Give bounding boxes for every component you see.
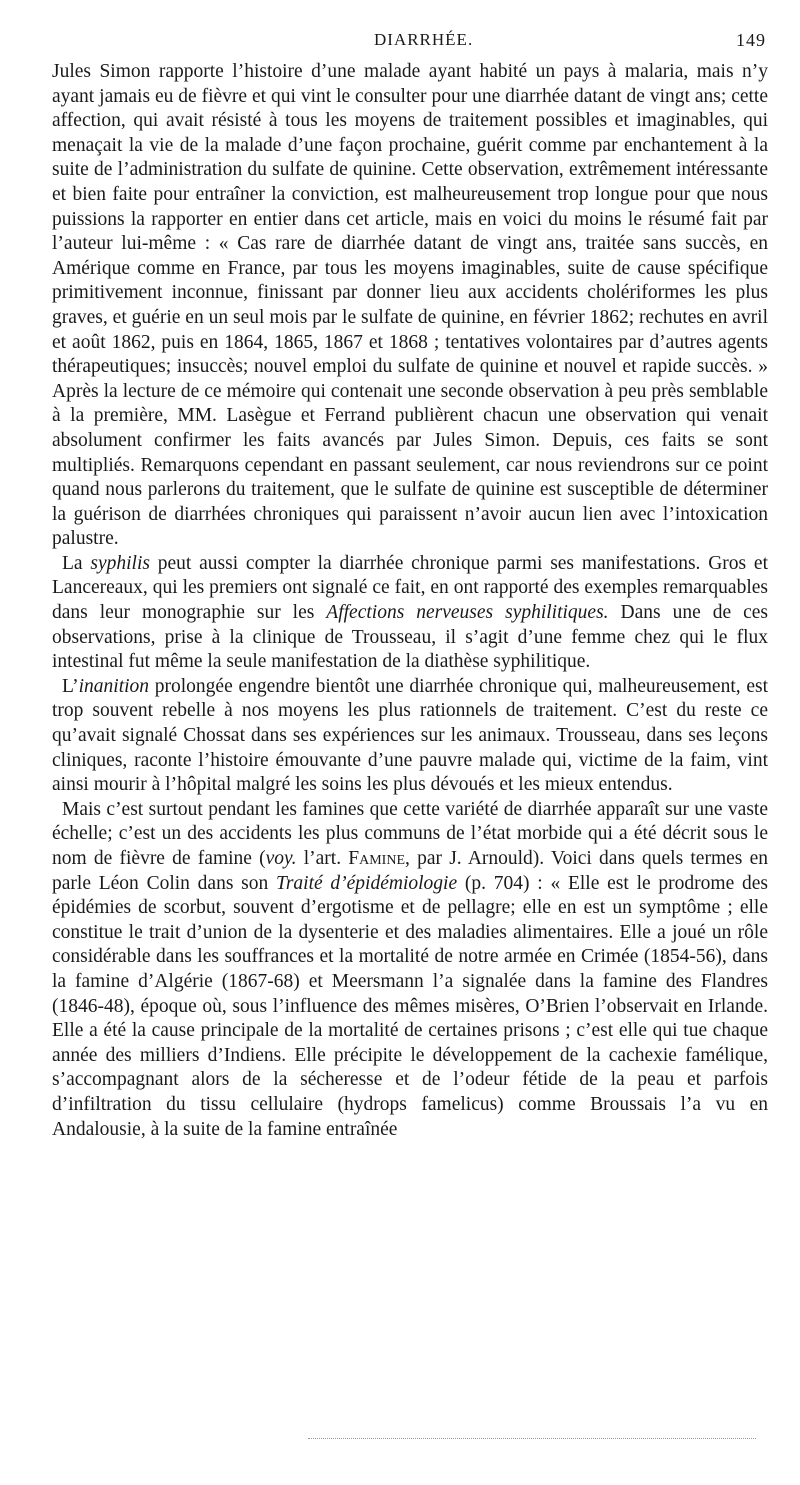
body-text [52,60,768,1142]
paragraph-syphilis [52,552,768,675]
page [52,0,768,1485]
italic-work-title: Traité d’épidémiologie [276,872,458,894]
text-segment: (p. 704) : « Elle est le prodrome des épidémies de scorbut, souvent d’ergotisme et de pellagre; elle en est un symptôme ; elle constitue le trait d’union de la dysenterie et des maladies alimentaires. Elle a joué un rôle considérable dans les souffrances et la mortalité de notre armée en Crimée (1854-56), dans la famine d’Algérie (1867-68) et Meersmann l’a signalée dans la famine des Flandres (1846-48), époque où, sous l’influence des mêmes misères, O’Brien l’observait en Irlande. Elle a été la cause principale de la mortalité de certaines prisons ; c’est elle qui tue chaque année des milliers d’Indiens. Elle précipite le développement de la cachexie famélique, s’accompagnant alors de la sécheresse et de l’odeur fétide de la peau et parfois d’infiltration du tissu cellulaire (hydrops famelicus) comme Broussais l’a vu en Andalousie, à la suite de la famine entraînée [52,872,768,1140]
italic-work-title: Affections nerveuses syphilitiques. [326,602,609,624]
running-title: DIARRHÉE. [374,30,474,49]
text-segment: Jules Simon rapporte l’histoire d’une malade ayant habité un pays à malaria, mais n’y ayant jamais eu de fièvre et qui vint le consulter pour une diarrhée datant de vingt ans; cette affection, qui avait résisté à tous les moyens de traitement possibles et imaginables, qui menaçait la vie de la malade d’une façon prochaine, guérit comme par enchantement à la suite de l’administration du sulfate de quinine. Cette observation, extrêmement intéressante et bien faite pour entraîner la conviction, est malheureusement trop longue pour que nous puissions la rapporter en entier dans cet article, mais en voici du moins le résumé fait par l’auteur lui-même : « Cas rare de diarrhée datant de vingt ans, traitée sans succès, en Amérique comme en France, par tous les moyens imaginables, suite de cause spécifique primitivement inconnue, finissant par donner lieu aux accidents cholériformes les plus graves, et guérie en un seul mois par le sulfate de quinine, en février 1862; rechutes en avril et août 1862, puis en 1864, 1865, 1867 et 1868 ; tentatives volontaires par d’autres agents thérapeutiques; insuccès; nouvel emploi du sulfate de quinine et nouvel et rapide succès. » Après la lecture de ce mémoire qui contenait une seconde observation à peu près semblable à la première, MM. Lasègue et Ferrand publièrent chacun une observation qui venait absolument confirmer les faits avancés par Jules Simon. Depuis, ces faits se sont multipliés. Remarquons cependant en passant seulement, car nous reviendrons sur ce point quand nous parlerons du traitement, que le sulfate de quinine est susceptible de déterminer la guérison de diarrhées chroniques qui paraissent n’avoir aucun lien avec l’intoxication palustre. [52,61,768,550]
paragraph-famines [52,798,768,1142]
italic-term-syphilis: syphilis [90,552,150,574]
text-segment: peut aussi compter la diarrhée chronique parmi ses manifestations. Gros et Lancereaux, qui les premiers ont signalé ce fait, en ont rapporté des exemples remarquables dans leur monographie sur les [52,552,768,624]
text-segment: l’art. [296,848,349,869]
paragraph-quinine [52,60,768,552]
page-number: 149 [736,30,766,50]
italic-voy: voy. [265,848,297,869]
dotted-line [308,1438,756,1439]
italic-term-inanition: inanition [78,675,150,697]
footer-dotted-rule [52,1438,768,1448]
text-segment: prolongée engendre bientôt une diarrhée chronique qui, malheureusement, est trop souvent rebelle à nos moyens les plus rationnels de traitement. C’est du reste ce qu’avait signalé Chossat dans ses expériences sur les animaux. Trousseau, dans ses leçons cliniques, raconte l’histoire émouvante d’une pauvre malade qui, victime de la faim, vint ainsi mourir à l’hôpital malgré les soins les plus dévoués et les mieux entendus. [52,675,768,796]
text-segment: Mais c’est surtout pendant les famines que cette variété de diarrhée apparaît sur une vaste échelle; c’est un des accidents les plus communs de l’état morbide qui a été décrit sous le nom de fièvre de famine ( [52,798,768,869]
smallcaps-famine: Famine [348,848,406,869]
page-header [52,0,768,60]
text-segment: La [62,552,91,574]
text-segment: Dans une de ces observations, prise à la clinique de Trousseau, il s’agit d’une femme chez qui le flux intestinal fut même la seule manifestation de la diathèse syphilitique. [52,602,768,673]
text-segment: , par J. Arnould). Voici dans quels termes en parle Léon Colin dans son [52,848,768,894]
text-segment: L’ [62,675,79,697]
paragraph-inanition [52,675,768,798]
